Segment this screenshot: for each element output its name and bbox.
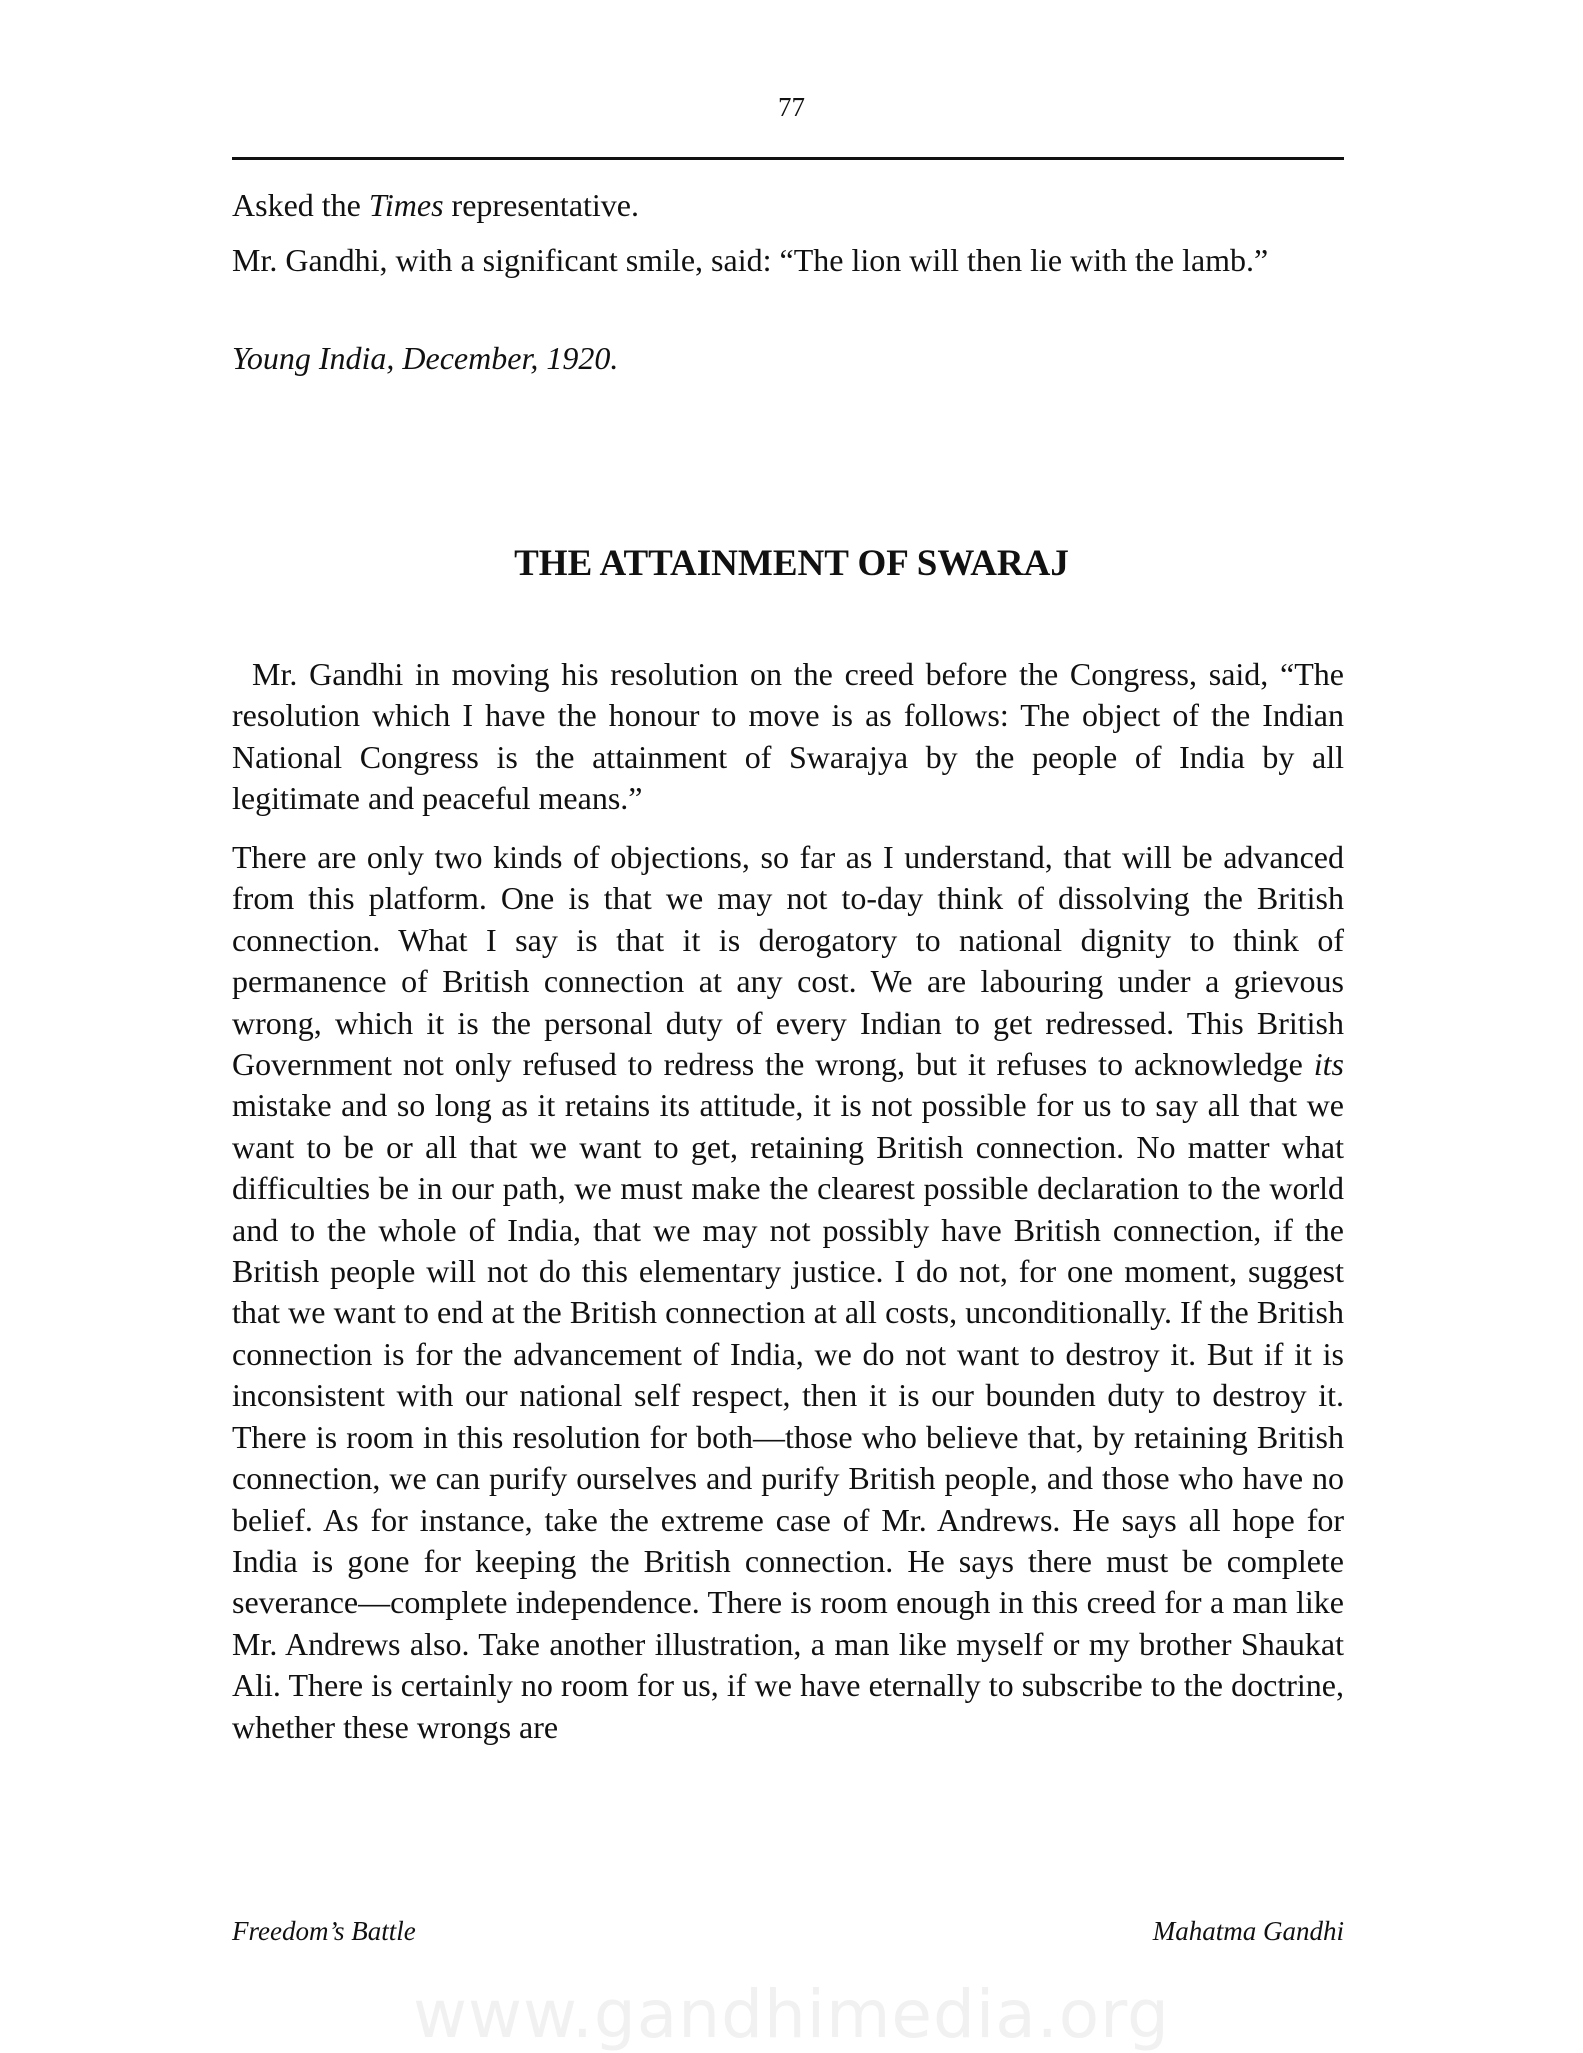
watermark-text: www.gandhimedia.org — [413, 1976, 1170, 2053]
intro-line — [232, 185, 1344, 226]
intro-text-after: representative. — [443, 187, 639, 223]
header-rule — [232, 157, 1344, 160]
paragraph-2-italic-its: its — [1313, 1046, 1344, 1083]
source-citation: Young India, December, 1920. — [232, 340, 619, 376]
paragraph-2-text-after: mistake and so long as it retains its attitude, it is not possible for us to say all that we want to be or all that we want to get, retaining British connection. No matter what difficulties be in our path, we must make the clearest possible declaration to the world and to the whole of India, that we may not possibly have British connection, if the British people will not do this elementary justice. I do not, for one moment, suggest that we want to end at the British connection at all costs, unconditionally. If the British connection is for the advancement of India, we do not want to destroy it. But if it is inconsistent with our national self respect, then it is our bounden duty to destroy it. There is room in this resolution for both—those who believe that, by retaining British connection, we can purify ourselves and purify British people, and those who have no belief. As for instance, take the extreme case of Mr. Andrews. He says all hope for India is gone for keeping the British connection. He says there must be complete severance—complete independence. There is room enough in this creed for a man like Mr. Andrews also. Take another illustration, a man like myself or my brother Shaukat Ali. There is certainly no room for us, if we have eternally to subscribe to the doctrine, whether these wrongs are — [232, 1087, 1344, 1745]
intro-italic-times: Times — [368, 187, 444, 223]
footer-author: Mahatma Gandhi — [1152, 1916, 1344, 1946]
paragraph-2-text-before: There are only two kinds of objections, so far as I understand, that will be advanced from this platform. One is that we may not to-day think of dissolving the British connection. What I say is that it is derogatory to national dignity to think of permanence of British connection at any cost. We are labouring under a grievous wrong, which it is the personal duty of every Indian to get redressed. This British Government not only refused to redress the wrong, but it refuses to acknowledge — [232, 839, 1344, 1083]
footer-book-title: Freedom’s Battle — [232, 1916, 416, 1946]
article-title: THE ATTAINMENT OF SWARAJ — [514, 543, 1069, 584]
article-paragraph-1: Mr. Gandhi in moving his resolution on the creed before the Congress, said, “The resolution which I have the honour to move is as follows: The object of the Indian National Congress is the attainment of Swarajya by the people of India by all legitimate and peaceful means.” — [232, 656, 1344, 817]
gandhi-reply: Mr. Gandhi, with a significant smile, said: “The lion will then lie with the lamb.” — [232, 242, 1269, 278]
page-number: 77 — [778, 92, 805, 122]
article-paragraph-2 — [232, 837, 1344, 1748]
intro-text-before: Asked the — [232, 187, 369, 223]
